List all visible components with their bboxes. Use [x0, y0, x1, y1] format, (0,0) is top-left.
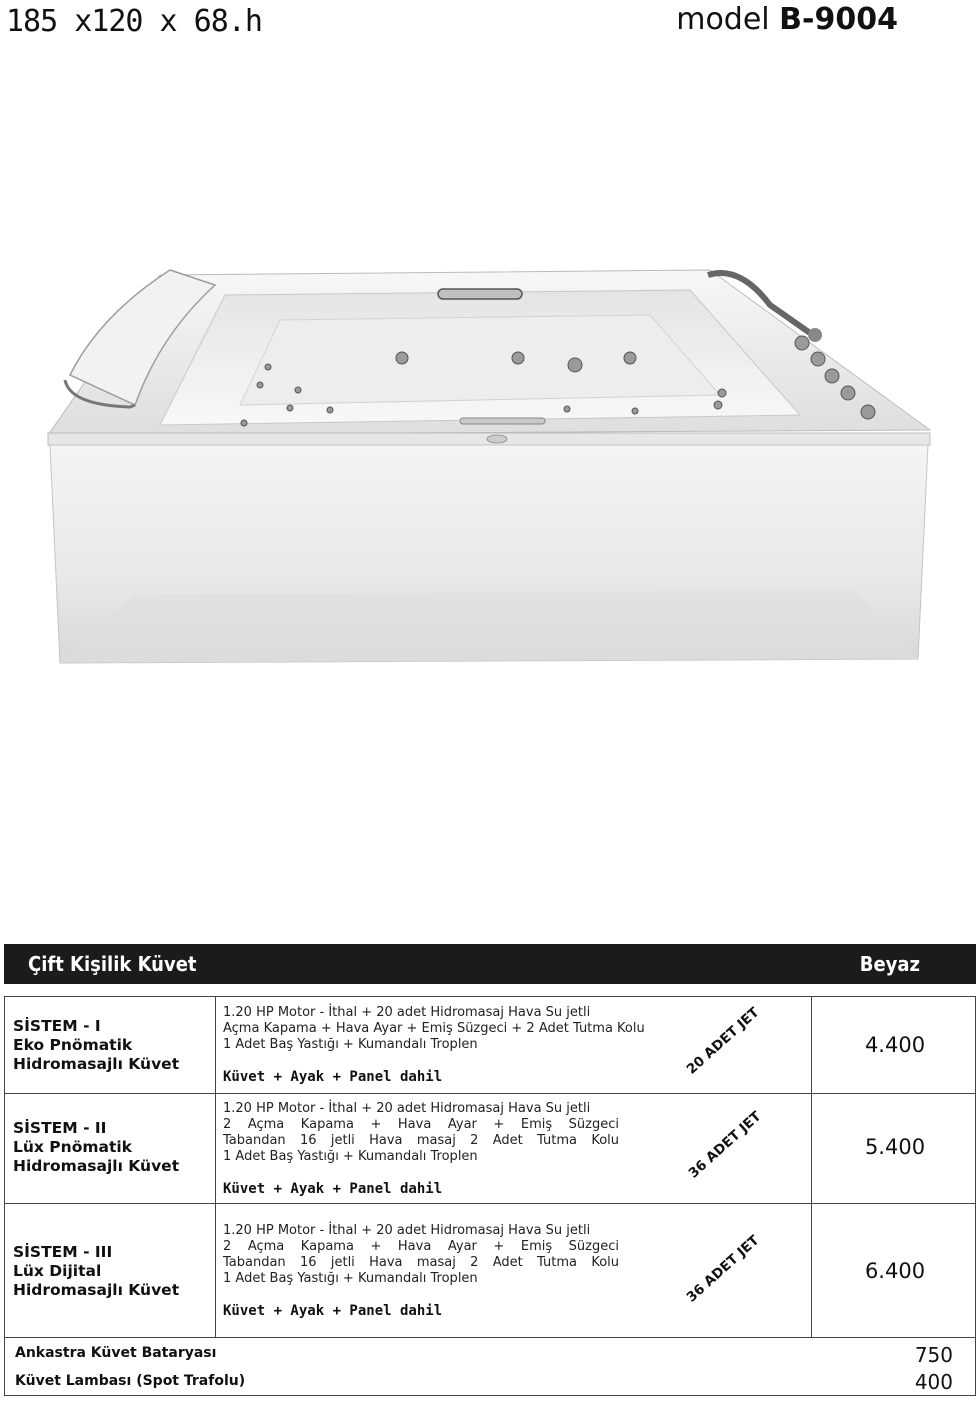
column-divider	[215, 997, 216, 1337]
extra-item-label: Ankastra Küvet Bataryası	[15, 1345, 217, 1361]
system-name: SİSTEM - I Eko Pnömatik Hidromasajlı Küvet	[13, 1017, 180, 1073]
model-prefix: model	[676, 2, 780, 37]
included-text: Küvet + Ayak + Panel dahil	[223, 1069, 443, 1085]
extra-item-price: 400	[914, 1370, 953, 1394]
system-price: 4.400	[864, 1033, 926, 1057]
product-category: Çift Kişilik Küvet	[28, 952, 197, 976]
jet-count-badge: 36 ADET JET	[685, 1108, 765, 1182]
dimensions-text: 185 x120 x 68.h	[6, 4, 262, 39]
included-text: Küvet + Ayak + Panel dahil	[223, 1181, 443, 1197]
system-name: SİSTEM - III Lüx Dijital Hidromasajlı Küvet	[13, 1243, 180, 1299]
system-description: 1.20 HP Motor - İthal + 20 adet Hidromasaj Hava Su jetli 2 Açma Kapama + Hava Ayar + Emiş Süzgeci Tabandan 16 jetli Hava masaj 2 Adet Tutma Kolu 1 Adet Baş Yastığı + Kumandalı Troplen Küvet + Ayak + Panel dahil	[223, 1101, 619, 1197]
row-divider	[5, 1337, 975, 1338]
system-price: 6.400	[864, 1259, 926, 1283]
bathtub-image	[40, 255, 940, 675]
row-divider	[5, 1093, 975, 1094]
model-title	[676, 2, 898, 37]
system-price: 5.400	[864, 1135, 926, 1159]
row-divider	[5, 1203, 975, 1204]
jet-count-badge: 36 ADET JET	[683, 1232, 763, 1306]
system-description: 1.20 HP Motor - İthal + 20 adet Hidromasaj Hava Su jetli 2 Açma Kapama + Hava Ayar + Emiş Süzgeci Tabandan 16 jetli Hava masaj 2 Adet Tutma Kolu 1 Adet Baş Yastığı + Kumandalı Troplen Küvet + Ayak + Panel dahil	[223, 1223, 619, 1319]
extra-item-price: 750	[914, 1343, 953, 1367]
column-divider	[811, 997, 812, 1337]
model-code: B-9004	[779, 2, 898, 37]
product-header-bar	[4, 944, 976, 984]
included-text: Küvet + Ayak + Panel dahil	[223, 1303, 443, 1319]
product-color: Beyaz	[859, 952, 920, 976]
extra-item-label: Küvet Lambası (Spot Trafolu)	[15, 1373, 246, 1389]
system-name: SİSTEM - II Lüx Pnömatik Hidromasajlı Küvet	[13, 1119, 180, 1175]
jet-count-badge: 20 ADET JET	[683, 1004, 763, 1078]
system-description: 1.20 HP Motor - İthal + 20 adet Hidromasaj Hava Su jetli Açma Kapama + Hava Ayar + Emiş Süzgeci + 2 Adet Tutma Kolu 1 Adet Baş Yastığı + Kumandalı Troplen Küvet + Ayak + Panel dahil	[223, 1005, 645, 1085]
price-table	[4, 996, 976, 1396]
